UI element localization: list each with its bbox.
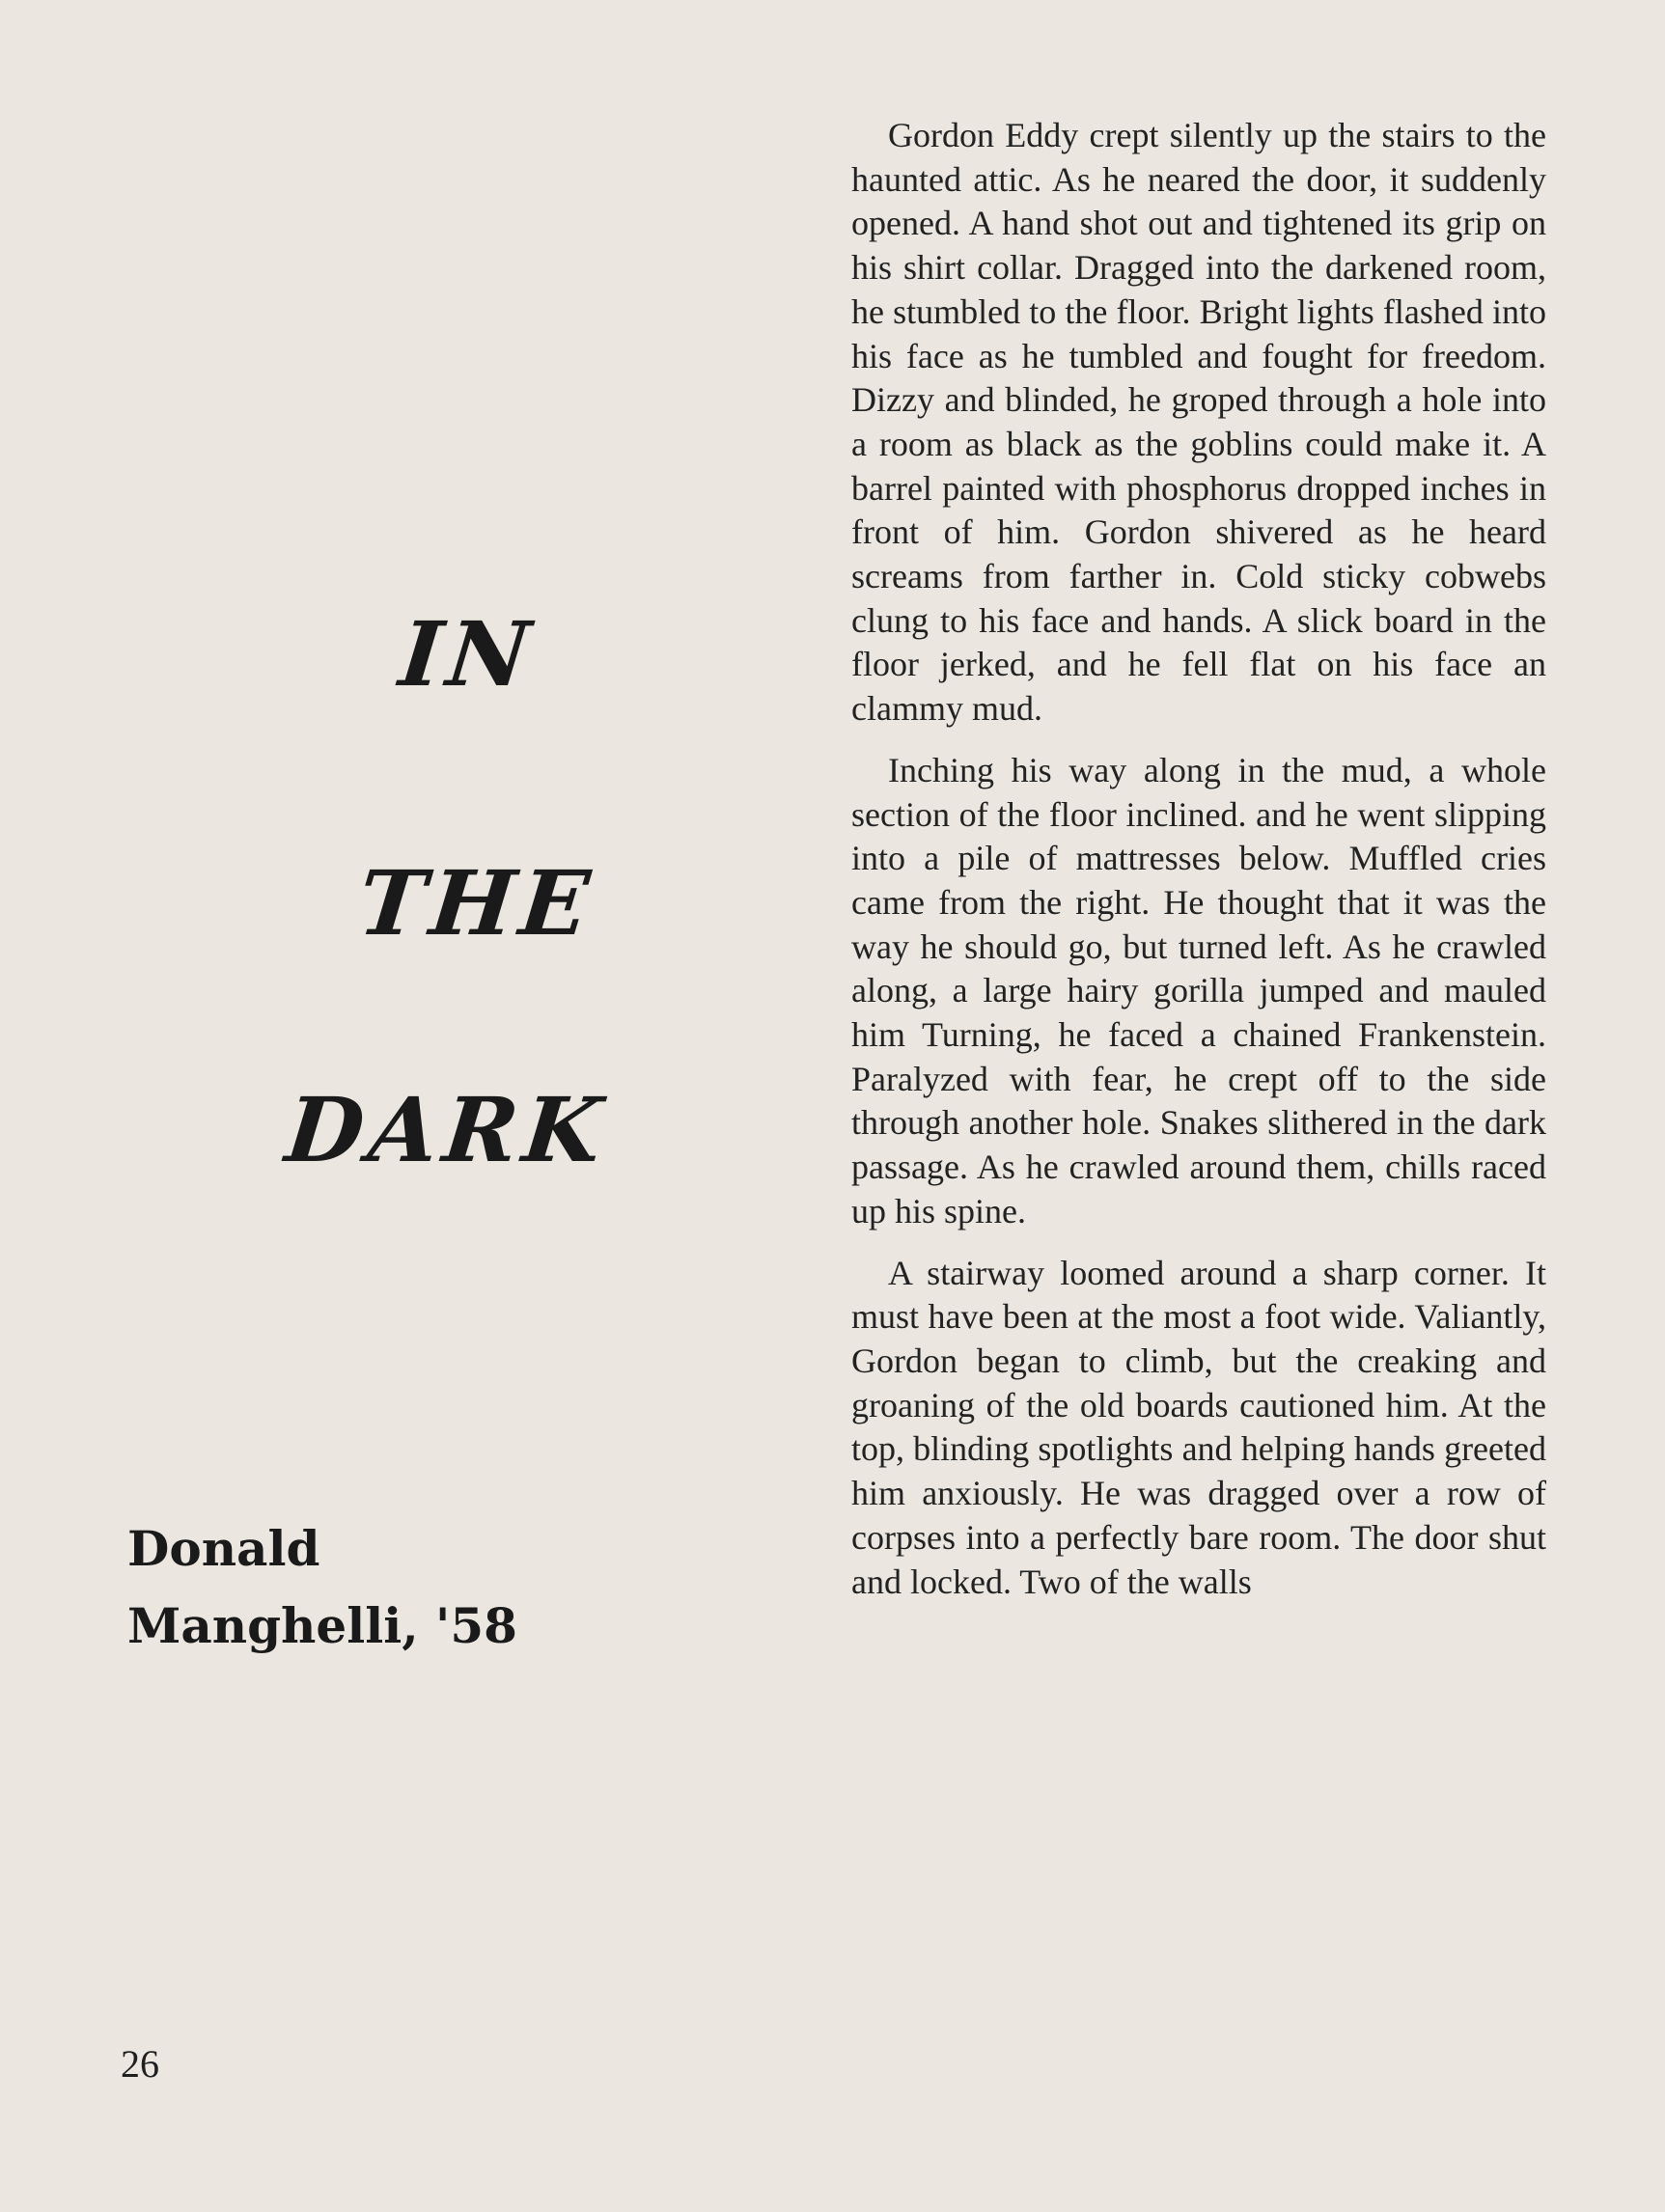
title-line-in: IN	[395, 602, 541, 706]
paragraph-1: Gordon Eddy crept silently up the stairs to the haunted attic. As he neared the door, it suddenly opened. A hand shot out and tightened its grip on his shirt collar. Dragged into the darkened room, he stumbled to the floor. Bright lights flashed into his face as he tumbled and fought for freedom. Dizzy and blinded, he groped through a hole into a room as black as the goblins could make it. A barrel painted with phosphorus dropped inches in front of him. Gordon shivered as he heard screams from farther in. Cold sticky cobwebs clung to his face and hands. A slick board in the floor jerked, and he fell flat on his face an clammy mud.	[851, 116, 1546, 729]
page-number: 26	[121, 2042, 159, 2086]
paragraph-3: A stairway loomed around a sharp corner. It must have been at the most a foot wide. Valiantly, Gordon began to climb, but the creaking and groaning of the old boards cautioned him. At the top, blinding spotlights and helping hands greeted him anxiously. He was dragged over a row of corpses into a perfectly bare room. The door shut and locked. Two of the walls	[851, 1253, 1546, 1601]
title-line-the: THE	[353, 851, 600, 955]
title-line-dark: DARK	[281, 1078, 613, 1182]
author-surname-class: Manghelli, '58	[127, 1597, 517, 1654]
story-body	[851, 114, 1546, 1621]
author-first-name: Donald	[127, 1520, 320, 1577]
paragraph-2: Inching his way along in the mud, a whole section of the floor inclined. and he went slipping into a pile of mattresses below. Muffled cries came from the right. He thought that it was the way he should go, but turned left. As he crawled along, a large hairy gorilla jumped and mauled him Turning, he faced a chained Frankenstein. Paralyzed with fear, he crept off to the side through another hole. Snakes slithered in the dark passage. As he crawled around them, chills raced up his spine.	[851, 750, 1546, 1230]
